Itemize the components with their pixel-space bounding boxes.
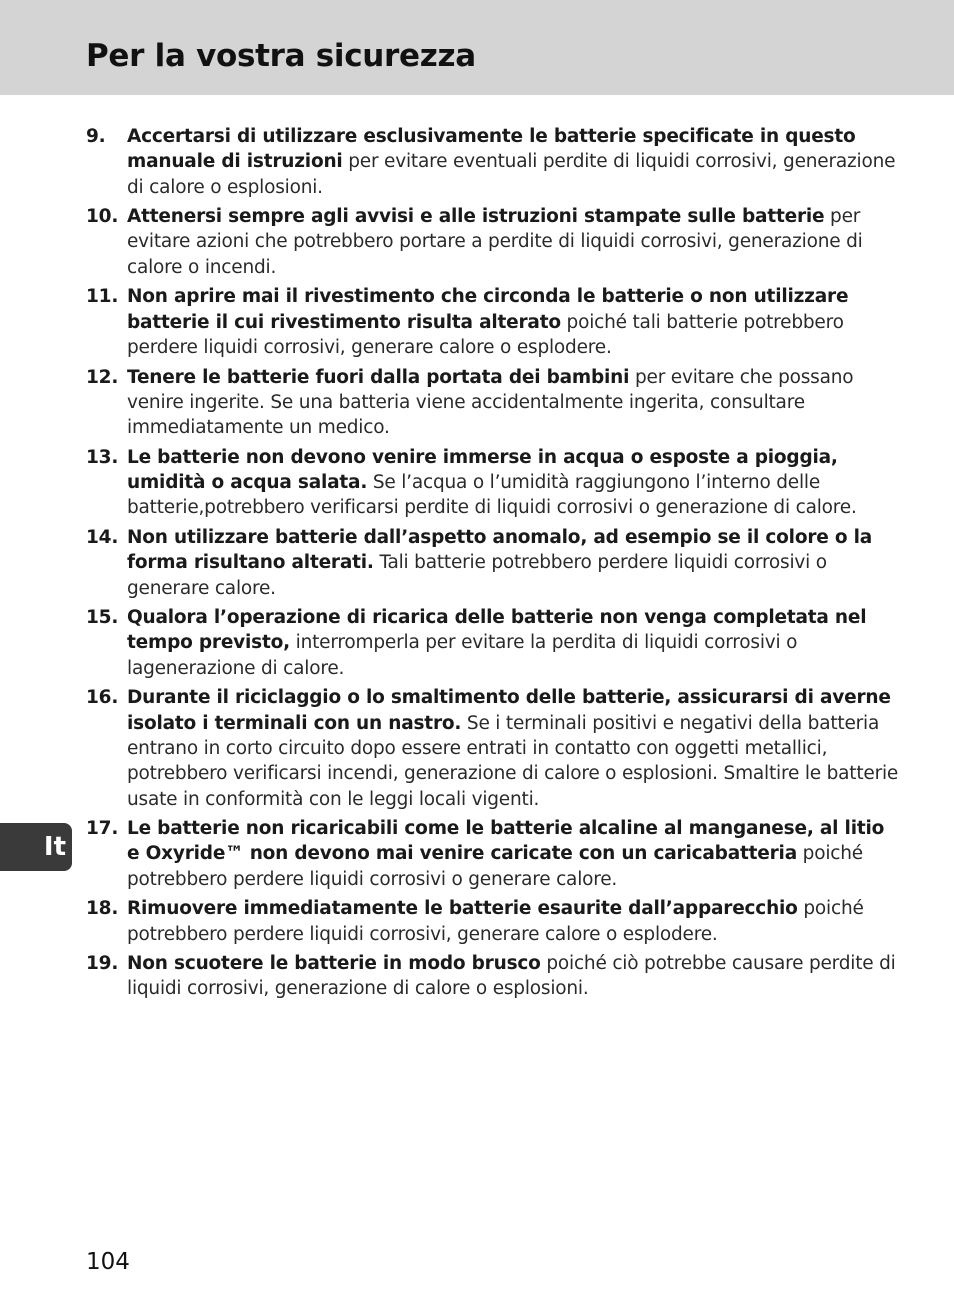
item-number: 10.: [86, 206, 119, 228]
item-number: 15.: [86, 607, 119, 629]
item-text: [127, 816, 902, 892]
item-text: [127, 204, 902, 280]
header-band: [0, 0, 954, 95]
item-heading: Le batterie non ricaricabili come le batterie alcaline al manganese, al litio e Oxyride™ non devono mai venire caricate con un caricabatteria: [127, 818, 885, 865]
item-number: 9.: [86, 126, 106, 147]
item-text: [127, 605, 902, 681]
item-heading: Durante il riciclaggio o lo smaltimento delle batterie, assicurarsi di averne isolato i terminali con un nastro.: [127, 687, 891, 734]
item-text: [127, 365, 902, 441]
item-heading: Le batterie non devono venire immerse in acqua o esposte a pioggia, umidità o acqua salata.: [127, 446, 838, 494]
item-body: poiché ciò potrebbe causare perdite di liquidi corrosivi, generazione di calore o esplosioni.: [127, 953, 896, 1000]
item-heading: Non utilizzare batterie dall’aspetto anomalo, ad esempio se il colore o la forma risultano alterati.: [127, 526, 873, 574]
list-item: [86, 816, 902, 892]
item-body: poiché tali batterie potrebbero perdere liquidi corrosivi, generare calore o esplodere.: [127, 311, 844, 358]
item-number: 12.: [86, 366, 119, 388]
item-text: [127, 445, 902, 521]
item-body: Se i terminali positivi e negativi della batteria entrano in corto circuito dopo essere entrati in contatto con oggetti metallici, potrebbero verificarsi incendi, generazione di calore o esplosioni. Smaltire le batterie usate in conformità con le leggi locali vigenti.: [127, 712, 899, 810]
item-body: poiché potrebbero perdere liquidi corrosivi, generare calore o esplodere.: [127, 898, 864, 945]
item-body: Se l’acqua o l’umidità raggiungono l’interno delle batterie,potrebbero verificarsi perdite di liquidi corrosivi o generazione di calore.: [127, 472, 857, 519]
safety-list: [86, 124, 902, 1006]
page-number: 104: [86, 1249, 130, 1275]
list-item: [86, 951, 902, 1002]
item-number: 13.: [86, 446, 119, 468]
item-heading: Accertarsi di utilizzare esclusivamente le batterie specificate in questo manuale di istruzioni: [127, 126, 856, 173]
list-item: [86, 124, 902, 200]
list-item: [86, 896, 902, 947]
item-number: 18.: [86, 898, 119, 920]
item-number: 16.: [86, 687, 119, 709]
item-text: [127, 124, 902, 200]
item-text: [127, 525, 902, 601]
item-body: per evitare eventuali perdite di liquidi corrosivi, generazione di calore o esplosioni.: [127, 151, 896, 198]
item-heading: Attenersi sempre agli avvisi e alle istruzioni stampate sulle batterie: [127, 206, 825, 228]
item-heading: Qualora l’operazione di ricarica delle batterie non venga completata nel tempo previsto,: [127, 607, 867, 654]
item-text: [127, 896, 902, 947]
item-body: per evitare che possano venire ingerite. Se una batteria viene accidentalmente ingerita, consultare immediatamente un medico.: [127, 366, 854, 439]
item-heading: Non aprire mai il rivestimento che circonda le batterie o non utilizzare batterie il cui rivestimento risulta alterato: [127, 286, 849, 333]
list-item: [86, 204, 902, 280]
page-title: Per la vostra sicurezza: [86, 38, 476, 74]
item-body: poiché potrebbero perdere liquidi corrosivi o generare calore.: [127, 843, 863, 890]
list-item: [86, 605, 902, 681]
list-item: [86, 445, 902, 521]
item-number: 17.: [86, 818, 119, 840]
item-body: per evitare azioni che potrebbero portare a perdite di liquidi corrosivi, generazione di calore o incendi.: [127, 206, 863, 278]
item-heading: Non scuotere le batterie in modo brusco: [127, 953, 541, 975]
list-item: [86, 685, 902, 811]
language-tab: It: [0, 823, 72, 871]
list-item: [86, 365, 902, 441]
item-body: Tali batterie potrebbero perdere liquidi corrosivi o generare calore.: [127, 552, 827, 599]
item-number: 14.: [86, 526, 119, 548]
item-number: 11.: [86, 286, 119, 308]
item-text: [127, 685, 902, 811]
item-heading: Tenere le batterie fuori dalla portata dei bambini: [127, 366, 630, 388]
item-text: [127, 951, 902, 1002]
item-text: [127, 284, 902, 360]
list-item: [86, 525, 902, 601]
list-item: [86, 284, 902, 360]
item-body: interromperla per evitare la perdita di liquidi corrosivi o lagenerazione di calore.: [127, 632, 798, 679]
item-heading: Rimuovere immediatamente le batterie esaurite dall’apparecchio: [127, 898, 798, 920]
item-number: 19.: [86, 953, 119, 975]
